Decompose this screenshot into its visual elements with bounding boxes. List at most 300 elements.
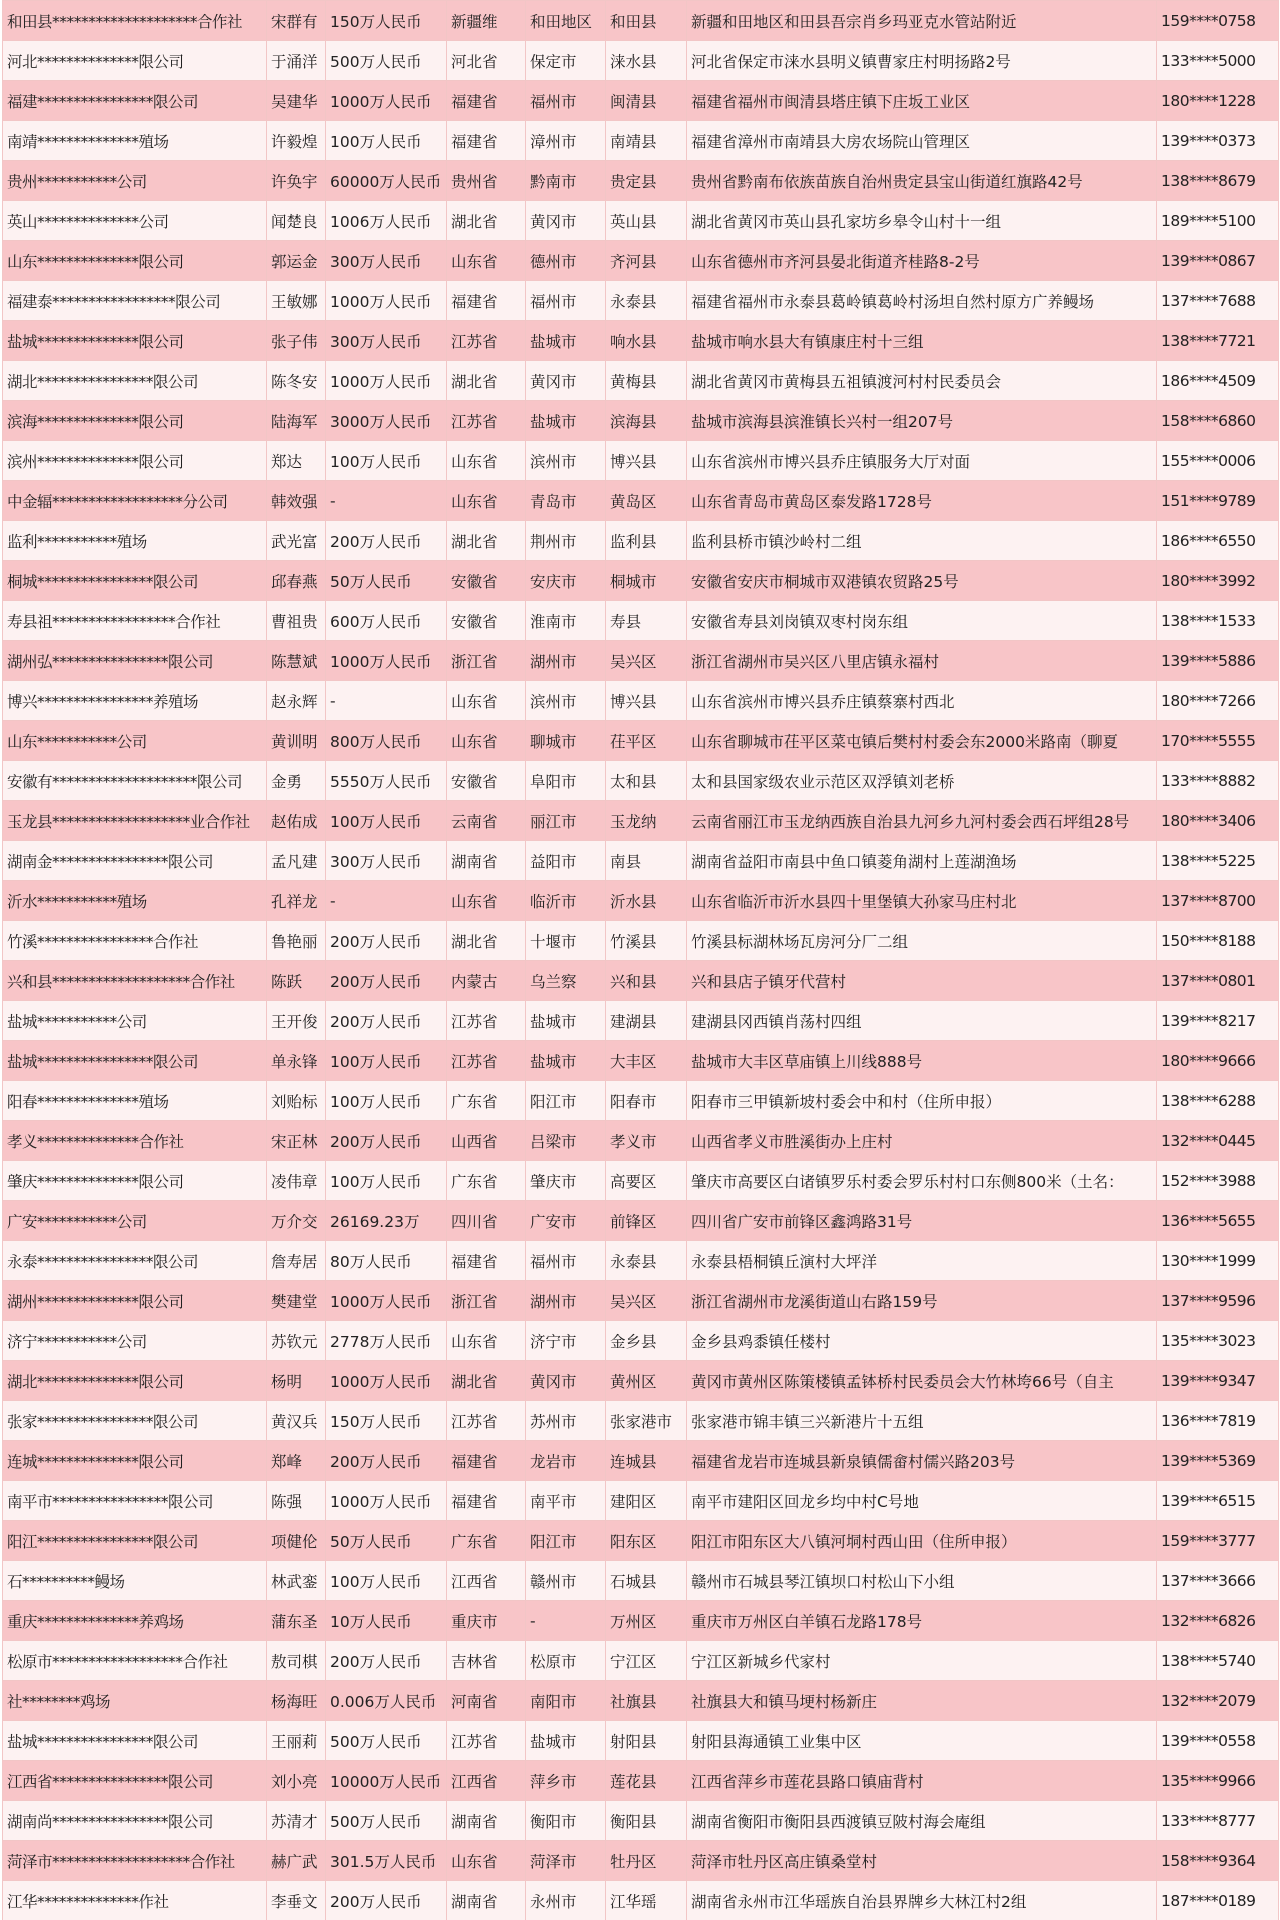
- phone-cell: 180****1228: [1157, 81, 1279, 121]
- table-row: [3, 641, 1279, 681]
- table-row: [3, 1321, 1279, 1361]
- province-cell: 安徽省: [447, 561, 526, 601]
- city-cell: 盐城市: [526, 401, 606, 441]
- phone-cell: 133****8882: [1157, 761, 1279, 801]
- contact-name-cell: 陈强: [267, 1481, 326, 1521]
- contact-name-cell: 孔祥龙: [267, 881, 326, 921]
- contact-name-cell: 敖司棋: [267, 1641, 326, 1681]
- company-name-cell: 福建泰*****************限公司: [3, 281, 267, 321]
- contact-name-cell: 赵永辉: [267, 681, 326, 721]
- phone-cell: 180****9666: [1157, 1041, 1279, 1081]
- city-cell: 保定市: [526, 41, 606, 81]
- county-cell: 永泰县: [606, 1241, 687, 1281]
- contact-name-cell: 吴建华: [267, 81, 326, 121]
- city-cell: 青岛市: [526, 481, 606, 521]
- phone-cell: 139****0373: [1157, 121, 1279, 161]
- company-name-cell: 盐城****************限公司: [3, 1721, 267, 1761]
- county-cell: 沂水县: [606, 881, 687, 921]
- contact-name-cell: 苏钦元: [267, 1321, 326, 1361]
- city-cell: 盐城市: [526, 1721, 606, 1761]
- table-row: [3, 1681, 1279, 1721]
- phone-cell: 159****3777: [1157, 1521, 1279, 1561]
- company-name-cell: 桐城****************限公司: [3, 561, 267, 601]
- province-cell: 重庆市: [447, 1601, 526, 1641]
- contact-name-cell: 杨海旺: [267, 1681, 326, 1721]
- capital-cell: 100万人民币: [326, 1041, 447, 1081]
- contact-name-cell: 武光富: [267, 521, 326, 561]
- address-cell: 盐城市响水县大有镇康庄村十三组: [687, 321, 1157, 361]
- contact-name-cell: 郑达: [267, 441, 326, 481]
- address-cell: 湖南省益阳市南县中鱼口镇菱角湖村上莲湖渔场: [687, 841, 1157, 881]
- phone-cell: 132****0445: [1157, 1121, 1279, 1161]
- phone-cell: 138****7721: [1157, 321, 1279, 361]
- address-cell: 浙江省湖州市龙溪街道山右路159号: [687, 1281, 1157, 1321]
- phone-cell: 137****9596: [1157, 1281, 1279, 1321]
- address-cell: 兴和县店子镇牙代营村: [687, 961, 1157, 1001]
- city-cell: 永州市: [526, 1881, 606, 1920]
- company-name-cell: 阳春**************殖场: [3, 1081, 267, 1121]
- county-cell: 太和县: [606, 761, 687, 801]
- company-name-cell: 寿县祖*****************合作社: [3, 601, 267, 641]
- province-cell: 湖南省: [447, 1801, 526, 1841]
- company-name-cell: 广安***********公司: [3, 1201, 267, 1241]
- phone-cell: 137****7688: [1157, 281, 1279, 321]
- address-cell: 黄冈市黄州区陈策楼镇孟钵桥村民委员会大竹林垮66号（自主: [687, 1361, 1157, 1401]
- province-cell: 山东省: [447, 481, 526, 521]
- table-row: [3, 281, 1279, 321]
- county-cell: 博兴县: [606, 681, 687, 721]
- table-row: [3, 1881, 1279, 1920]
- city-cell: 衡阳市: [526, 1801, 606, 1841]
- address-cell: 福建省漳州市南靖县大房农场院山管理区: [687, 121, 1157, 161]
- contact-name-cell: 刘贻标: [267, 1081, 326, 1121]
- address-cell: 张家港市锦丰镇三兴新港片十五组: [687, 1401, 1157, 1441]
- table-row: [3, 1441, 1279, 1481]
- phone-cell: 139****0867: [1157, 241, 1279, 281]
- city-cell: 十堰市: [526, 921, 606, 961]
- company-name-cell: 英山**************公司: [3, 201, 267, 241]
- company-name-cell: 济宁***********公司: [3, 1321, 267, 1361]
- company-name-cell: 山东**************限公司: [3, 241, 267, 281]
- province-cell: 山东省: [447, 881, 526, 921]
- county-cell: 和田县: [606, 1, 687, 41]
- contact-name-cell: 鲁艳丽: [267, 921, 326, 961]
- table-row: [3, 1841, 1279, 1881]
- capital-cell: 200万人民币: [326, 961, 447, 1001]
- address-cell: 山东省青岛市黄岛区泰发路1728号: [687, 481, 1157, 521]
- contact-name-cell: 詹寿居: [267, 1241, 326, 1281]
- contact-name-cell: 凌伟章: [267, 1161, 326, 1201]
- contact-name-cell: 王丽莉: [267, 1721, 326, 1761]
- table-row: [3, 1081, 1279, 1121]
- province-cell: 山东省: [447, 1841, 526, 1881]
- address-cell: 福建省福州市闽清县塔庄镇下庄坂工业区: [687, 81, 1157, 121]
- company-name-cell: 竹溪****************合作社: [3, 921, 267, 961]
- city-cell: 黄冈市: [526, 361, 606, 401]
- phone-cell: 139****6515: [1157, 1481, 1279, 1521]
- city-cell: 和田地区: [526, 1, 606, 41]
- phone-cell: 137****3666: [1157, 1561, 1279, 1601]
- capital-cell: 60000万人民币: [326, 161, 447, 201]
- county-cell: 孝义市: [606, 1121, 687, 1161]
- province-cell: 湖南省: [447, 1881, 526, 1920]
- contact-name-cell: 项健伦: [267, 1521, 326, 1561]
- county-cell: 大丰区: [606, 1041, 687, 1081]
- table-row: [3, 721, 1279, 761]
- company-name-cell: 孝义**************合作社: [3, 1121, 267, 1161]
- contact-name-cell: 孟凡建: [267, 841, 326, 881]
- county-cell: 黄岛区: [606, 481, 687, 521]
- province-cell: 浙江省: [447, 1281, 526, 1321]
- phone-cell: 152****3988: [1157, 1161, 1279, 1201]
- company-name-cell: 湖北**************限公司: [3, 1361, 267, 1401]
- capital-cell: -: [326, 481, 447, 521]
- county-cell: 建阳区: [606, 1481, 687, 1521]
- table-row: [3, 1041, 1279, 1081]
- contact-name-cell: 赫广武: [267, 1841, 326, 1881]
- county-cell: 阳东区: [606, 1521, 687, 1561]
- phone-cell: 136****5655: [1157, 1201, 1279, 1241]
- table-row: [3, 1601, 1279, 1641]
- phone-cell: 138****5225: [1157, 841, 1279, 881]
- city-cell: 济宁市: [526, 1321, 606, 1361]
- city-cell: 盐城市: [526, 1001, 606, 1041]
- address-cell: 金乡县鸡黍镇任楼村: [687, 1321, 1157, 1361]
- contact-name-cell: 许毅煌: [267, 121, 326, 161]
- capital-cell: 1000万人民币: [326, 641, 447, 681]
- company-name-cell: 社********鸡场: [3, 1681, 267, 1721]
- table-body: [3, 1, 1279, 1920]
- province-cell: 山东省: [447, 1321, 526, 1361]
- company-name-cell: 江西省****************限公司: [3, 1761, 267, 1801]
- address-cell: 安徽省安庆市桐城市双港镇农贸路25号: [687, 561, 1157, 601]
- city-cell: 聊城市: [526, 721, 606, 761]
- capital-cell: 200万人民币: [326, 1001, 447, 1041]
- contact-name-cell: 黄汉兵: [267, 1401, 326, 1441]
- city-cell: 松原市: [526, 1641, 606, 1681]
- company-name-cell: 福建****************限公司: [3, 81, 267, 121]
- contact-name-cell: 郭运金: [267, 241, 326, 281]
- county-cell: 监利县: [606, 521, 687, 561]
- county-cell: 兴和县: [606, 961, 687, 1001]
- phone-cell: 186****4509: [1157, 361, 1279, 401]
- contact-name-cell: 金勇: [267, 761, 326, 801]
- address-cell: 阳江市阳东区大八镇河垌村西山田（住所申报）: [687, 1521, 1157, 1561]
- contact-name-cell: 宋群有: [267, 1, 326, 41]
- phone-cell: 133****5000: [1157, 41, 1279, 81]
- city-cell: 滨州市: [526, 441, 606, 481]
- city-cell: 漳州市: [526, 121, 606, 161]
- contact-name-cell: 许奂宇: [267, 161, 326, 201]
- company-name-cell: 永泰****************限公司: [3, 1241, 267, 1281]
- province-cell: 湖北省: [447, 1361, 526, 1401]
- contact-name-cell: 郑峰: [267, 1441, 326, 1481]
- contact-name-cell: 赵佑成: [267, 801, 326, 841]
- contact-name-cell: 林武銮: [267, 1561, 326, 1601]
- province-cell: 河北省: [447, 41, 526, 81]
- address-cell: 南平市建阳区回龙乡均中村C号地: [687, 1481, 1157, 1521]
- capital-cell: 300万人民币: [326, 241, 447, 281]
- company-table: [2, 0, 1279, 1920]
- county-cell: 英山县: [606, 201, 687, 241]
- contact-name-cell: 刘小亮: [267, 1761, 326, 1801]
- city-cell: 黄冈市: [526, 201, 606, 241]
- address-cell: 山东省聊城市茌平区菜屯镇后樊村村委会东2000米路南（聊夏: [687, 721, 1157, 761]
- county-cell: 黄梅县: [606, 361, 687, 401]
- table-row: [3, 841, 1279, 881]
- province-cell: 江苏省: [447, 401, 526, 441]
- phone-cell: 139****5369: [1157, 1441, 1279, 1481]
- province-cell: 广东省: [447, 1081, 526, 1121]
- county-cell: 宁江区: [606, 1641, 687, 1681]
- capital-cell: 500万人民币: [326, 41, 447, 81]
- company-name-cell: 湖南金****************限公司: [3, 841, 267, 881]
- county-cell: 牡丹区: [606, 1841, 687, 1881]
- address-cell: 建湖县冈西镇肖荡村四组: [687, 1001, 1157, 1041]
- county-cell: 桐城市: [606, 561, 687, 601]
- contact-name-cell: 苏清才: [267, 1801, 326, 1841]
- city-cell: 苏州市: [526, 1401, 606, 1441]
- company-name-cell: 南靖**************殖场: [3, 121, 267, 161]
- company-name-cell: 滨州**************限公司: [3, 441, 267, 481]
- phone-cell: 139****0558: [1157, 1721, 1279, 1761]
- city-cell: 盐城市: [526, 1041, 606, 1081]
- table-row: [3, 921, 1279, 961]
- company-name-cell: 中金辐******************分公司: [3, 481, 267, 521]
- contact-name-cell: 黄训明: [267, 721, 326, 761]
- phone-cell: 135****3023: [1157, 1321, 1279, 1361]
- table-row: [3, 1161, 1279, 1201]
- capital-cell: 150万人民币: [326, 1401, 447, 1441]
- address-cell: 射阳县海通镇工业集中区: [687, 1721, 1157, 1761]
- city-cell: 益阳市: [526, 841, 606, 881]
- province-cell: 山东省: [447, 681, 526, 721]
- city-cell: 丽江市: [526, 801, 606, 841]
- county-cell: 石城县: [606, 1561, 687, 1601]
- phone-cell: 155****0006: [1157, 441, 1279, 481]
- address-cell: 竹溪县标湖林场瓦房河分厂二组: [687, 921, 1157, 961]
- address-cell: 监利县桥市镇沙岭村二组: [687, 521, 1157, 561]
- address-cell: 山东省滨州市博兴县乔庄镇蔡寨村西北: [687, 681, 1157, 721]
- province-cell: 山东省: [447, 441, 526, 481]
- address-cell: 福建省福州市永泰县葛岭镇葛岭村汤坦自然村原方广养鳗场: [687, 281, 1157, 321]
- province-cell: 江苏省: [447, 1401, 526, 1441]
- contact-name-cell: 曹祖贵: [267, 601, 326, 641]
- capital-cell: 50万人民币: [326, 561, 447, 601]
- company-name-cell: 监利***********殖场: [3, 521, 267, 561]
- province-cell: 云南省: [447, 801, 526, 841]
- capital-cell: 1000万人民币: [326, 1281, 447, 1321]
- company-name-cell: 安徽有********************限公司: [3, 761, 267, 801]
- city-cell: 乌兰察: [526, 961, 606, 1001]
- capital-cell: 500万人民币: [326, 1721, 447, 1761]
- province-cell: 安徽省: [447, 761, 526, 801]
- address-cell: 菏泽市牡丹区高庄镇桑堂村: [687, 1841, 1157, 1881]
- province-cell: 广东省: [447, 1521, 526, 1561]
- address-cell: 云南省丽江市玉龙纳西族自治县九河乡九河村委会西石坪组28号: [687, 801, 1157, 841]
- phone-cell: 132****2079: [1157, 1681, 1279, 1721]
- table-row: [3, 801, 1279, 841]
- company-name-cell: 肇庆**************限公司: [3, 1161, 267, 1201]
- city-cell: 临沂市: [526, 881, 606, 921]
- city-cell: 淮南市: [526, 601, 606, 641]
- county-cell: 金乡县: [606, 1321, 687, 1361]
- county-cell: 永泰县: [606, 281, 687, 321]
- county-cell: 张家港市: [606, 1401, 687, 1441]
- province-cell: 江苏省: [447, 1721, 526, 1761]
- address-cell: 盐城市滨海县滨淮镇长兴村一组207号: [687, 401, 1157, 441]
- city-cell: 湖州市: [526, 641, 606, 681]
- capital-cell: 10000万人民币: [326, 1761, 447, 1801]
- contact-name-cell: 王开俊: [267, 1001, 326, 1041]
- county-cell: 射阳县: [606, 1721, 687, 1761]
- address-cell: 山东省德州市齐河县晏北街道齐桂路8-2号: [687, 241, 1157, 281]
- capital-cell: 1000万人民币: [326, 1361, 447, 1401]
- county-cell: 黄州区: [606, 1361, 687, 1401]
- province-cell: 广东省: [447, 1161, 526, 1201]
- province-cell: 湖北省: [447, 361, 526, 401]
- address-cell: 阳春市三甲镇新坡村委会中和村（住所申报）: [687, 1081, 1157, 1121]
- capital-cell: 100万人民币: [326, 1561, 447, 1601]
- province-cell: 江苏省: [447, 1001, 526, 1041]
- company-name-cell: 和田县********************合作社: [3, 1, 267, 41]
- address-cell: 太和县国家级农业示范区双浮镇刘老桥: [687, 761, 1157, 801]
- company-name-cell: 松原市******************合作社: [3, 1641, 267, 1681]
- address-cell: 湖北省黄冈市英山县孔家坊乡皋令山村十一组: [687, 201, 1157, 241]
- province-cell: 江苏省: [447, 1041, 526, 1081]
- capital-cell: 80万人民币: [326, 1241, 447, 1281]
- city-cell: 南阳市: [526, 1681, 606, 1721]
- capital-cell: 100万人民币: [326, 441, 447, 481]
- company-name-cell: 菏泽市*******************合作社: [3, 1841, 267, 1881]
- county-cell: 建湖县: [606, 1001, 687, 1041]
- capital-cell: 1000万人民币: [326, 281, 447, 321]
- table-row: [3, 121, 1279, 161]
- contact-name-cell: 陆海军: [267, 401, 326, 441]
- contact-name-cell: 陈冬安: [267, 361, 326, 401]
- city-cell: 福州市: [526, 281, 606, 321]
- table-row: [3, 1401, 1279, 1441]
- capital-cell: 50万人民币: [326, 1521, 447, 1561]
- city-cell: 德州市: [526, 241, 606, 281]
- city-cell: 龙岩市: [526, 1441, 606, 1481]
- phone-cell: 186****6550: [1157, 521, 1279, 561]
- table-row: [3, 401, 1279, 441]
- phone-cell: 159****0758: [1157, 1, 1279, 41]
- capital-cell: 300万人民币: [326, 841, 447, 881]
- county-cell: 贵定县: [606, 161, 687, 201]
- county-cell: 寿县: [606, 601, 687, 641]
- phone-cell: 170****5555: [1157, 721, 1279, 761]
- address-cell: 宁江区新城乡代家村: [687, 1641, 1157, 1681]
- phone-cell: 135****9966: [1157, 1761, 1279, 1801]
- address-cell: 山东省滨州市博兴县乔庄镇服务大厅对面: [687, 441, 1157, 481]
- table-row: [3, 961, 1279, 1001]
- phone-cell: 138****1533: [1157, 601, 1279, 641]
- county-cell: 社旗县: [606, 1681, 687, 1721]
- contact-name-cell: 杨明: [267, 1361, 326, 1401]
- county-cell: 玉龙纳: [606, 801, 687, 841]
- phone-cell: 180****7266: [1157, 681, 1279, 721]
- contact-name-cell: 邱春燕: [267, 561, 326, 601]
- phone-cell: 138****6288: [1157, 1081, 1279, 1121]
- company-name-cell: 盐城****************限公司: [3, 1041, 267, 1081]
- company-name-cell: 重庆**************养鸡场: [3, 1601, 267, 1641]
- table-row: [3, 1361, 1279, 1401]
- province-cell: 河南省: [447, 1681, 526, 1721]
- table-row: [3, 521, 1279, 561]
- capital-cell: 1000万人民币: [326, 81, 447, 121]
- capital-cell: 100万人民币: [326, 801, 447, 841]
- capital-cell: 2778万人民币: [326, 1321, 447, 1361]
- table-row: [3, 761, 1279, 801]
- table-row: [3, 81, 1279, 121]
- company-name-cell: 兴和县*******************合作社: [3, 961, 267, 1001]
- province-cell: 山东省: [447, 721, 526, 761]
- address-cell: 四川省广安市前锋区鑫鸿路31号: [687, 1201, 1157, 1241]
- capital-cell: 1000万人民币: [326, 361, 447, 401]
- county-cell: 茌平区: [606, 721, 687, 761]
- company-name-cell: 阳江****************限公司: [3, 1521, 267, 1561]
- county-cell: 莲花县: [606, 1761, 687, 1801]
- table-row: [3, 321, 1279, 361]
- city-cell: 福州市: [526, 1241, 606, 1281]
- table-row: [3, 1201, 1279, 1241]
- city-cell: 菏泽市: [526, 1841, 606, 1881]
- capital-cell: 200万人民币: [326, 521, 447, 561]
- phone-cell: 189****5100: [1157, 201, 1279, 241]
- city-cell: 湖州市: [526, 1281, 606, 1321]
- province-cell: 江西省: [447, 1761, 526, 1801]
- phone-cell: 137****0801: [1157, 961, 1279, 1001]
- province-cell: 福建省: [447, 1241, 526, 1281]
- phone-cell: 136****7819: [1157, 1401, 1279, 1441]
- table-row: [3, 441, 1279, 481]
- county-cell: 前锋区: [606, 1201, 687, 1241]
- table-row: [3, 1121, 1279, 1161]
- table-row: [3, 481, 1279, 521]
- contact-name-cell: 王敏娜: [267, 281, 326, 321]
- city-cell: 广安市: [526, 1201, 606, 1241]
- company-name-cell: 盐城**************限公司: [3, 321, 267, 361]
- contact-name-cell: 樊建堂: [267, 1281, 326, 1321]
- phone-cell: 139****8217: [1157, 1001, 1279, 1041]
- table-row: [3, 1761, 1279, 1801]
- table-row: [3, 561, 1279, 601]
- company-name-cell: 石**********鳗场: [3, 1561, 267, 1601]
- county-cell: 吴兴区: [606, 1281, 687, 1321]
- company-name-cell: 沂水***********殖场: [3, 881, 267, 921]
- contact-name-cell: 陈跃: [267, 961, 326, 1001]
- contact-name-cell: 万介交: [267, 1201, 326, 1241]
- address-cell: 新疆和田地区和田县吾宗肖乡玛亚克水管站附近: [687, 1, 1157, 41]
- company-name-cell: 湖北****************限公司: [3, 361, 267, 401]
- address-cell: 永泰县梧桐镇丘演村大坪洋: [687, 1241, 1157, 1281]
- company-name-cell: 湖州弘****************限公司: [3, 641, 267, 681]
- city-cell: 萍乡市: [526, 1761, 606, 1801]
- province-cell: 福建省: [447, 81, 526, 121]
- capital-cell: 200万人民币: [326, 921, 447, 961]
- address-cell: 赣州市石城县琴江镇坝口村松山下小组: [687, 1561, 1157, 1601]
- address-cell: 湖南省永州市江华瑶族自治县界牌乡大林江村2组: [687, 1881, 1157, 1920]
- table-row: [3, 1481, 1279, 1521]
- capital-cell: 1000万人民币: [326, 1481, 447, 1521]
- city-cell: 赣州市: [526, 1561, 606, 1601]
- address-cell: 重庆市万州区白羊镇石龙路178号: [687, 1601, 1157, 1641]
- address-cell: 河北省保定市涞水县明义镇曹家庄村明扬路2号: [687, 41, 1157, 81]
- company-name-cell: 湖南尚****************限公司: [3, 1801, 267, 1841]
- province-cell: 湖北省: [447, 521, 526, 561]
